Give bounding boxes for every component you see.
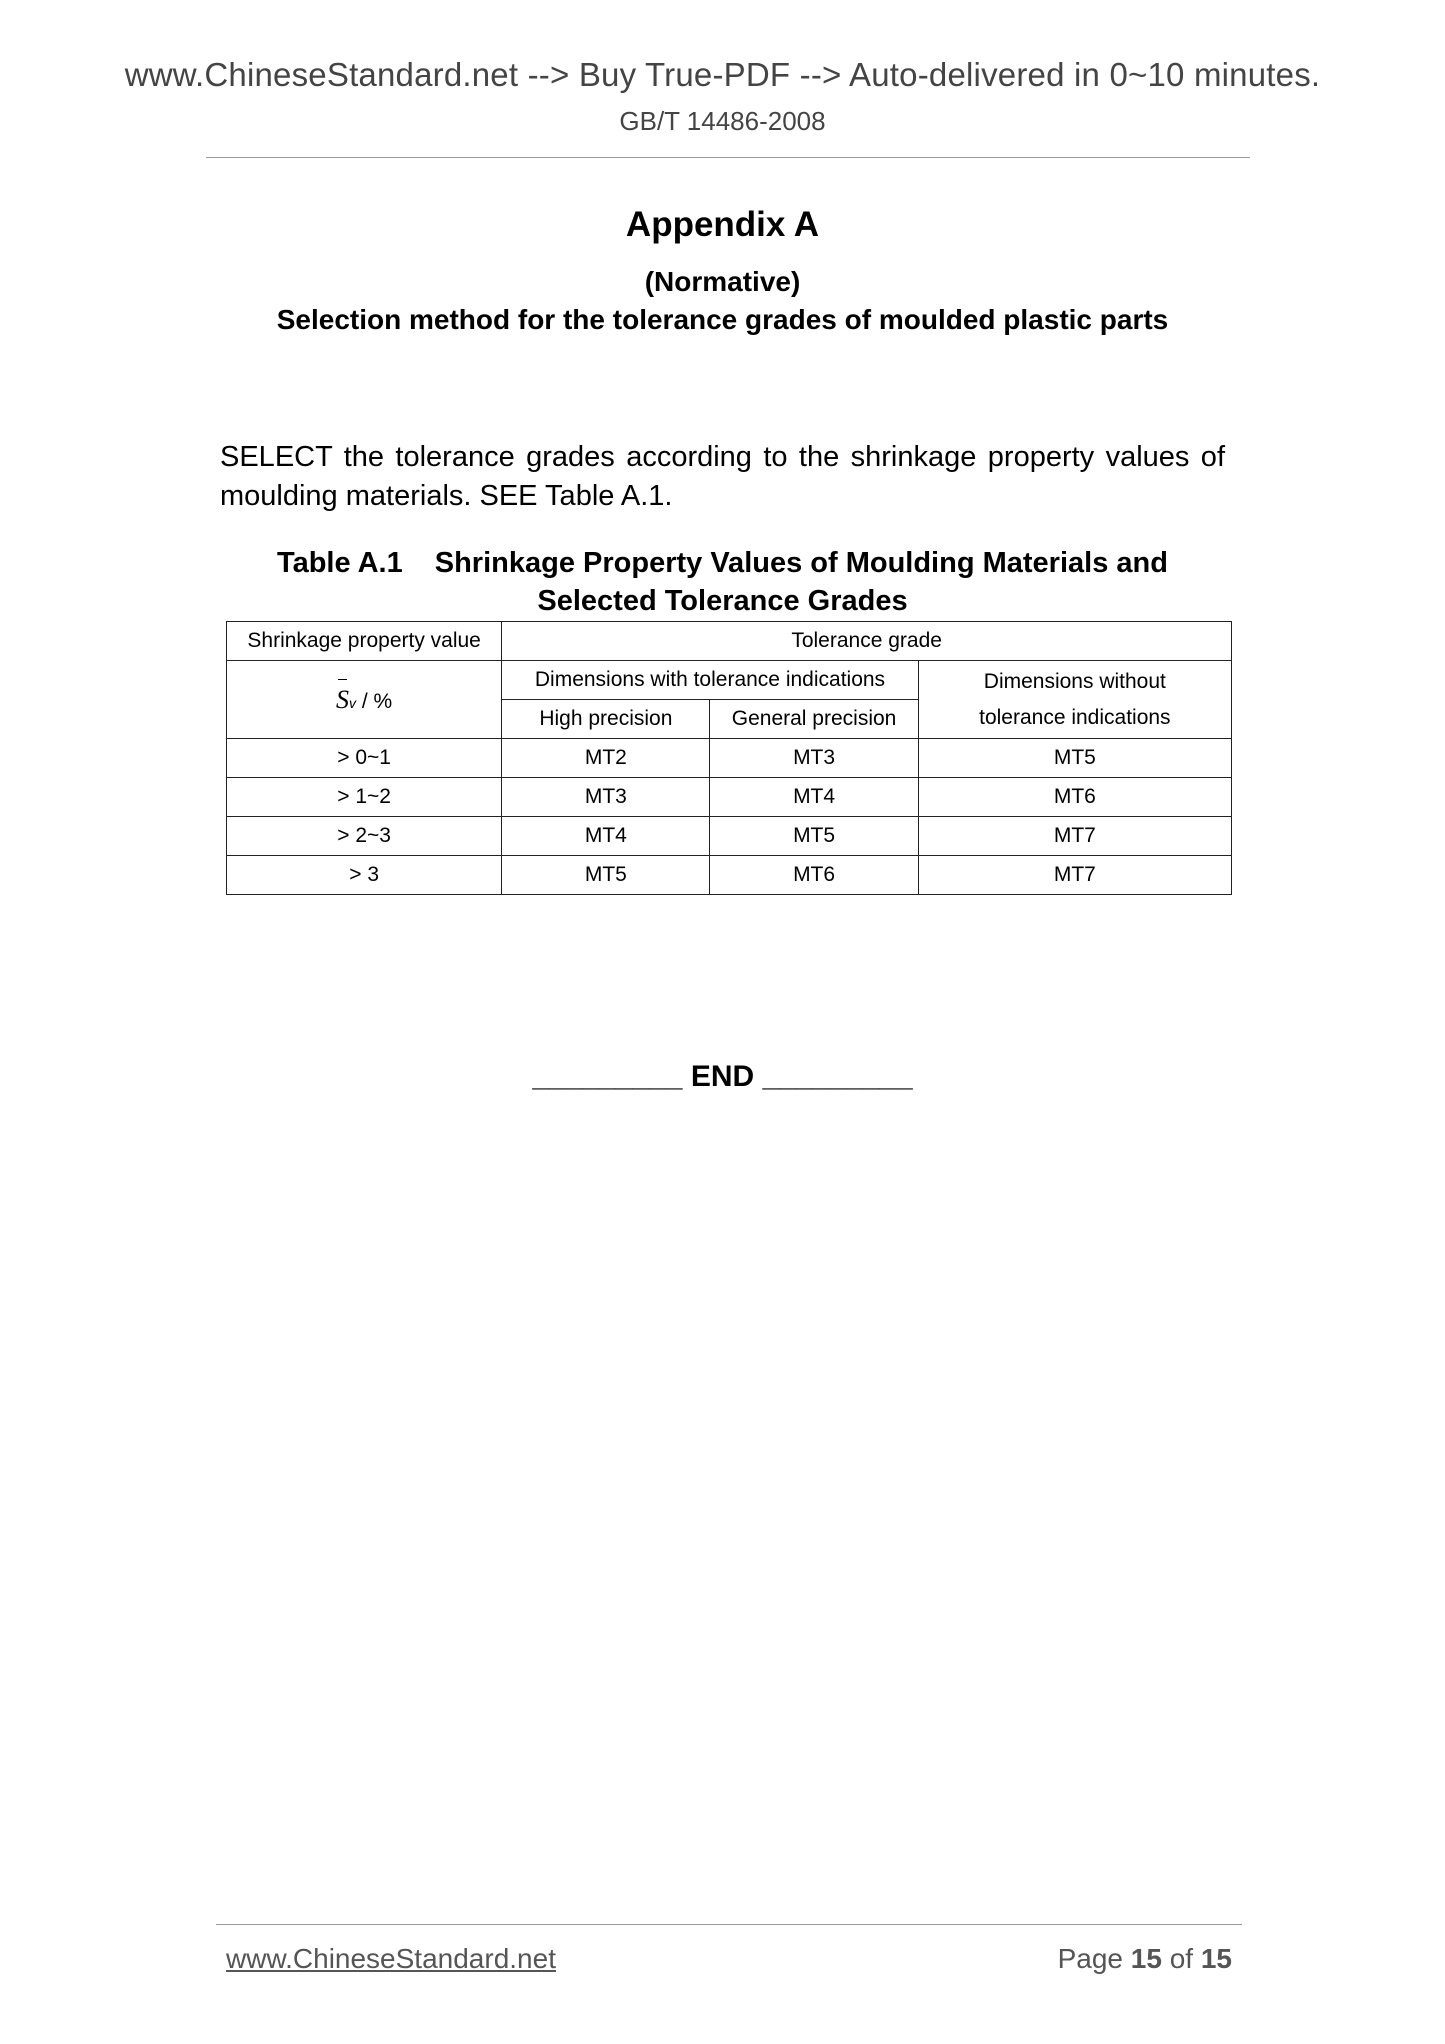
- appendix-subtitle: Selection method for the tolerance grades of moulded plastic parts: [276, 304, 1169, 335]
- cell-high-precision: MT2: [502, 739, 710, 778]
- cell-without-indications: MT7: [918, 856, 1231, 895]
- shrinkage-symbol: S: [336, 685, 349, 714]
- page-total: 15: [1200, 1943, 1232, 1974]
- page-current: 15: [1130, 1943, 1162, 1974]
- table-row: [227, 817, 1232, 856]
- header-high-precision: High precision: [502, 700, 710, 739]
- header-without-line2: tolerance indications: [979, 705, 1171, 729]
- cell-general-precision: MT6: [710, 856, 918, 895]
- cell-without-indications: MT5: [918, 739, 1231, 778]
- page-number: Page 15 of 15: [1057, 1943, 1232, 1974]
- footer-website-link[interactable]: www.ChineseStandard.net: [226, 1943, 556, 1974]
- footer-divider: [216, 1924, 1242, 1925]
- cell-shrinkage: > 2~3: [227, 817, 502, 856]
- shrinkage-symbol-subscript: v: [349, 694, 357, 711]
- header-divider: [206, 157, 1250, 158]
- table-row: [227, 856, 1232, 895]
- table-caption-line1: Shrinkage Property Values of Moulding Materials and: [434, 547, 1168, 579]
- header-banner[interactable]: www.ChineseStandard.net --> Buy True-PDF --> Auto-delivered in 0~10 minutes.: [124, 56, 1321, 93]
- standard-code: GB/T 14486-2008: [619, 106, 826, 136]
- cell-shrinkage: > 0~1: [227, 739, 502, 778]
- appendix-type: (Normative): [644, 266, 801, 297]
- header-shrinkage-symbol: [227, 661, 502, 739]
- cell-general-precision: MT4: [710, 778, 918, 817]
- table-caption-line2: Selected Tolerance Grades: [537, 585, 908, 617]
- tolerance-grade-table: [226, 621, 1232, 895]
- table-row: [227, 739, 1232, 778]
- table-row: [227, 778, 1232, 817]
- end-marker: _________ END _________: [532, 1060, 913, 1093]
- cell-high-precision: MT5: [502, 856, 710, 895]
- cell-shrinkage: > 3: [227, 856, 502, 895]
- appendix-title: Appendix A: [625, 205, 820, 244]
- header-tolerance-grade: Tolerance grade: [502, 622, 1232, 661]
- header-without-line1: Dimensions without: [983, 669, 1166, 693]
- cell-without-indications: MT7: [918, 817, 1231, 856]
- header-shrinkage-value: Shrinkage property value: [227, 622, 502, 661]
- shrinkage-symbol-unit: / %: [356, 689, 393, 713]
- header-general-precision: General precision: [710, 700, 918, 739]
- cell-without-indications: MT6: [918, 778, 1231, 817]
- header-without-indications: [918, 661, 1231, 739]
- table-caption: [220, 544, 1225, 620]
- cell-shrinkage: > 1~2: [227, 778, 502, 817]
- header-with-indications: Dimensions with tolerance indications: [502, 661, 918, 700]
- symbol-overbar: [338, 679, 347, 680]
- cell-general-precision: MT3: [710, 739, 918, 778]
- cell-high-precision: MT3: [502, 778, 710, 817]
- intro-paragraph: SELECT the tolerance grades according to the shrinkage property values of moulding materials. SEE Table A.1.: [220, 441, 1225, 512]
- table-caption-number: Table A.1: [277, 547, 403, 579]
- cell-high-precision: MT4: [502, 817, 710, 856]
- cell-general-precision: MT5: [710, 817, 918, 856]
